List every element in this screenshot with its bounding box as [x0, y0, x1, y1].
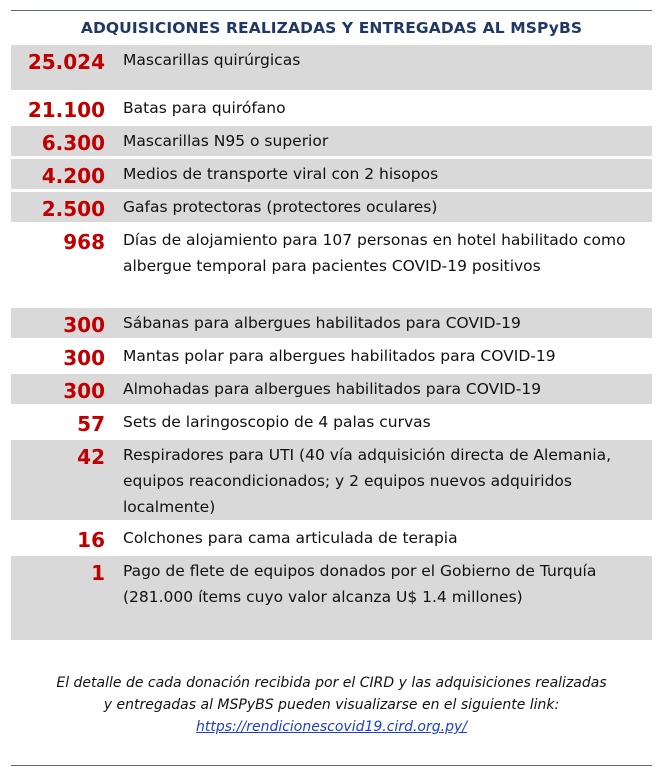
- item-description: Colchones para cama articulada de terapia: [123, 529, 458, 547]
- bottom-divider: [11, 765, 652, 766]
- list-item: [11, 225, 652, 305]
- list-item: [11, 556, 652, 640]
- item-quantity: 300: [63, 313, 105, 337]
- footer-line: y entregadas al MSPyBS pueden visualizarse en el siguiente link:: [103, 697, 560, 713]
- item-quantity: 300: [63, 346, 105, 370]
- list-item: [11, 159, 652, 189]
- item-description: Medios de transporte viral con 2 hisopos: [123, 165, 439, 183]
- item-quantity: 42: [77, 445, 105, 469]
- item-description: Mascarillas quirúrgicas: [123, 51, 301, 69]
- item-description: Sábanas para albergues habilitados para COVID-19: [123, 314, 521, 332]
- item-quantity: 2.500: [41, 197, 105, 221]
- item-description: Días de alojamiento para 107 personas en hotel habilitado como albergue temporal para pacientes COVID-19 positivos: [123, 231, 626, 275]
- footer-note: [11, 672, 652, 738]
- item-description: Mantas polar para albergues habilitados para COVID-19: [123, 347, 556, 365]
- list-item: [11, 45, 652, 90]
- item-description: Mascarillas N95 o superior: [123, 132, 329, 150]
- item-description: Respiradores para UTI (40 vía adquisición directa de Alemania, equipos reacondicionados; y 2 equipos nuevos adquiridos localmente): [123, 446, 612, 516]
- document-panel: [11, 10, 652, 772]
- item-description: Pago de flete de equipos donados por el Gobierno de Turquía (281.000 ítems cuyo valor alcanza U$ 1.4 millones): [123, 562, 597, 606]
- item-quantity: 968: [63, 230, 105, 254]
- item-description: Almohadas para albergues habilitados para COVID-19: [123, 380, 542, 398]
- item-description: Gafas protectoras (protectores oculares): [123, 198, 438, 216]
- item-quantity: 57: [77, 412, 105, 436]
- page-title: ADQUISICIONES REALIZADAS Y ENTREGADAS AL MSPyBS: [80, 19, 583, 37]
- list-item: [11, 341, 652, 371]
- footer-line: El detalle de cada donación recibida por el CIRD y las adquisiciones realizadas: [56, 675, 607, 691]
- list-item: [11, 126, 652, 156]
- item-quantity: 1: [91, 561, 105, 585]
- rendiciones-link[interactable]: https://rendicionescovid19.cird.org.py/: [196, 719, 467, 735]
- item-description: Batas para quirófano: [123, 99, 286, 117]
- list-item: [11, 374, 652, 404]
- list-item: [11, 308, 652, 338]
- item-quantity: 21.100: [27, 98, 105, 122]
- item-quantity: 16: [77, 528, 105, 552]
- list-item: [11, 407, 652, 437]
- item-quantity: 4.200: [41, 164, 105, 188]
- item-quantity: 300: [63, 379, 105, 403]
- items-list: [11, 45, 652, 643]
- list-item: [11, 440, 652, 520]
- item-quantity: 25.024: [27, 50, 105, 74]
- item-quantity: 6.300: [41, 131, 105, 155]
- list-item: [11, 523, 652, 553]
- list-item: [11, 93, 652, 123]
- item-description: Sets de laringoscopio de 4 palas curvas: [123, 413, 431, 431]
- list-item: [11, 192, 652, 222]
